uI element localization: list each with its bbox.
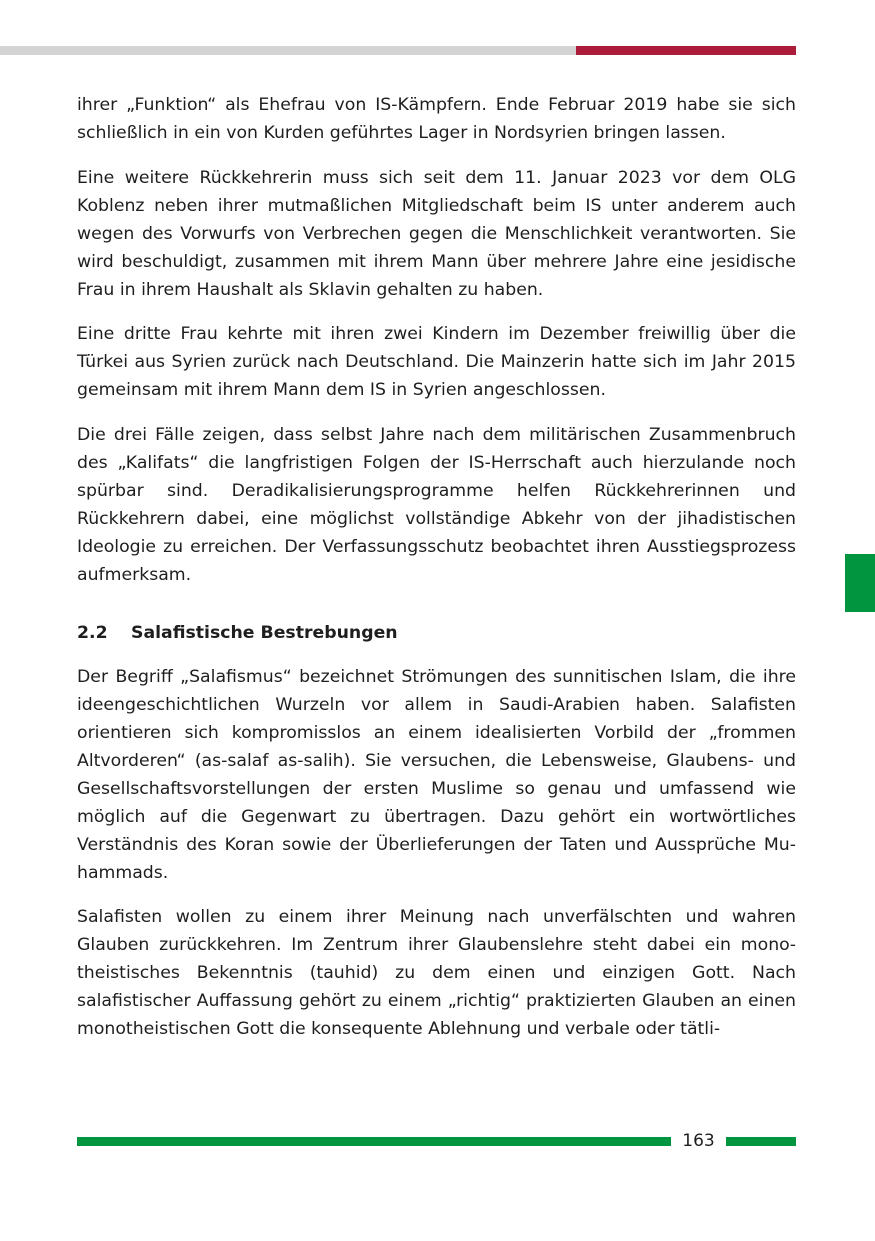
- body-paragraph: Eine weitere Rückkehrerin muss sich seit dem 11. Januar 2023 vor dem OLG Koblenz neben ihrer mutmaßlichen Mitgliedschaft beim IS unter anderem auch wegen des Vorwurfs von Verbrechen gegen die Menschlichkeit verantworten. Sie wird beschuldigt, zusammen mit ihrem Mann über mehrere Jahre eine jesidische Frau in ihrem Haushalt als Sklavin gehalten zu haben.: [77, 167, 796, 300]
- header-bar-red: [576, 46, 796, 55]
- header-bar-gray: [0, 46, 576, 55]
- body-paragraph: Eine dritte Frau kehrte mit ihren zwei Kindern im Dezember freiwillig über die Türkei aus Syrien zurück nach Deutschland. Die Mainzerin hatte sich im Jahr 2015 gemeinsam mit ihrem Mann dem IS in Syrien angeschlossen.: [77, 324, 796, 400]
- chapter-side-tab: [845, 554, 875, 612]
- footer-bar-left: [77, 1137, 671, 1146]
- section-title: Salafistische Bestrebungen: [131, 622, 398, 643]
- body-paragraph: Der Begriff „Salafismus“ bezeichnet Strömungen des sunnitischen Islam, die ihre ideengeschichtlichen Wurzeln vor allem in Saudi-Arabien haben. Salafisten orientieren sich kompromisslos an einem idealisierten Vorbild der „frommen Altvorderen“ (as-salaf as-salih). Sie versuchen, die Lebensweise, Glaubens- und Gesellschaftsvorstellungen der ersten Muslime so genau und umfassend wie möglich auf die Gegenwart zu übertragen. Dazu gehört ein wortwörtliches Verständnis des Koran sowie der Überlieferungen der Taten und Aussprüche Muhammads.: [77, 666, 796, 883]
- section-number: 2.2: [77, 622, 108, 643]
- page-body: [77, 91, 796, 1060]
- body-paragraph: Die drei Fälle zeigen, dass selbst Jahre nach dem militärischen Zusammenbruch des „Kalifats“ die langfristigen Folgen der IS-Herrschaft auch hierzulande noch spürbar sind. Deradikalisierungsprogramme helfen Rückkehrerinnen und Rückkehrern dabei, eine möglichst vollständige Abkehr von der jihadistischen Ideologie zu erreichen. Der Verfassungsschutz beobachtet ihren Ausstiegsprozess aufmerksam.: [77, 424, 796, 585]
- footer-bar-right: [726, 1137, 796, 1146]
- section-heading: [77, 619, 796, 647]
- body-paragraph: Salafisten wollen zu einem ihrer Meinung nach unverfälschten und wahren Glauben zurückkehren. Im Zentrum ihrer Glaubenslehre steht dabei ein monotheistisches Bekenntnis (tauhid) zu dem einen und einzigen Gott. Nach salafistischer Auffassung gehört zu einem „richtig“ praktizierten Glauben an einen monotheistischen Gott die konsequente Ablehnung und verbale oder tätli-: [77, 907, 796, 1039]
- page-number: 163: [682, 1131, 715, 1151]
- body-paragraph: ihrer „Funktion“ als Ehefrau von IS-Kämpfern. Ende Februar 2019 habe sie sich schließlich in ein von Kurden geführtes Lager in Nordsyrien bringen lassen.: [77, 95, 796, 143]
